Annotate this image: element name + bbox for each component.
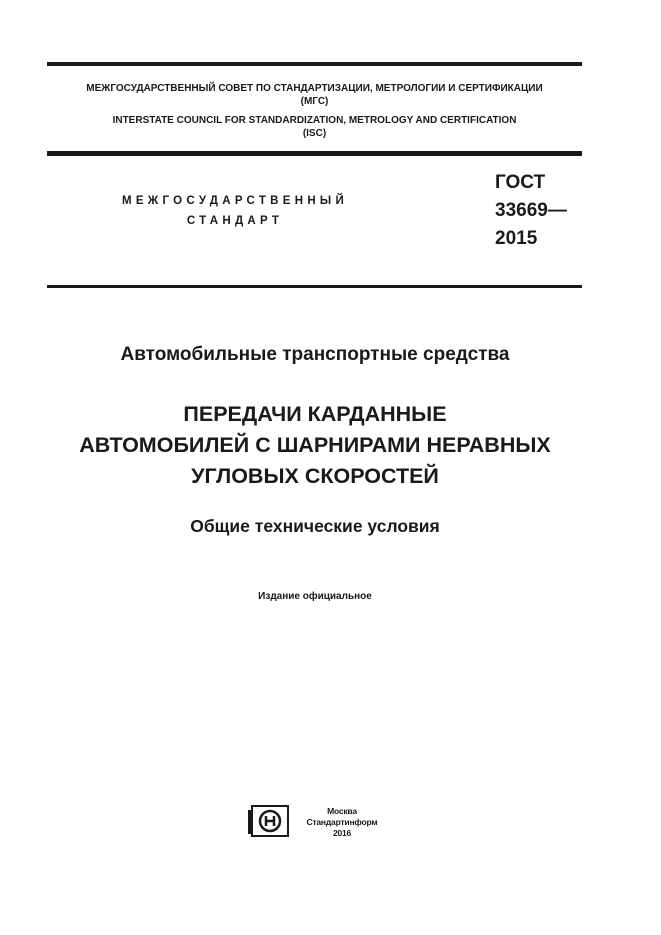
edition-note: Издание официальное	[258, 591, 372, 602]
publisher-name: Стандартинформ	[306, 817, 378, 827]
standard-type-line2: СТАНДАРТ	[186, 215, 284, 227]
standard-type-line1: МЕЖГОСУДАРСТВЕННЫЙ	[121, 195, 349, 207]
title-line2: АВТОМОБИЛЕЙ С ШАРНИРАМИ НЕРАВНЫХ	[79, 433, 551, 457]
bottom-rule	[47, 285, 582, 288]
publisher-city: Москва	[327, 806, 357, 816]
designation-number: 33669—	[495, 200, 567, 221]
top-rule	[47, 62, 582, 66]
designation-year: 2015	[495, 228, 538, 249]
council-name-russian	[47, 82, 582, 108]
subject-field: Автомобильные транспортные средства	[120, 344, 510, 365]
publication-year: 2016	[332, 828, 352, 838]
standard-type	[100, 191, 370, 231]
standartinform-logo-icon	[246, 804, 290, 838]
designation-prefix: ГОСТ	[495, 172, 546, 193]
document-title	[30, 399, 600, 492]
council-abbrev-ru: (МГС)	[300, 96, 329, 107]
document-subtitle: Общие технические условия	[190, 516, 440, 536]
council-name-english	[47, 114, 582, 140]
standard-designation	[495, 169, 567, 253]
council-abbrev-en: (ISC)	[302, 128, 327, 139]
title-line3: УГЛОВЫХ СКОРОСТЕЙ	[191, 464, 439, 488]
middle-rule	[47, 151, 582, 156]
council-name-en-line: INTERSTATE COUNCIL FOR STANDARDIZATION, METROLOGY AND CERTIFICATION	[112, 115, 517, 126]
council-name-ru-line: МЕЖГОСУДАРСТВЕННЫЙ СОВЕТ ПО СТАНДАРТИЗАЦИИ, МЕТРОЛОГИИ И СЕРТИФИКАЦИИ	[86, 83, 543, 94]
title-line1: ПЕРЕДАЧИ КАРДАННЫЕ	[183, 402, 447, 426]
publisher-block	[292, 806, 392, 839]
